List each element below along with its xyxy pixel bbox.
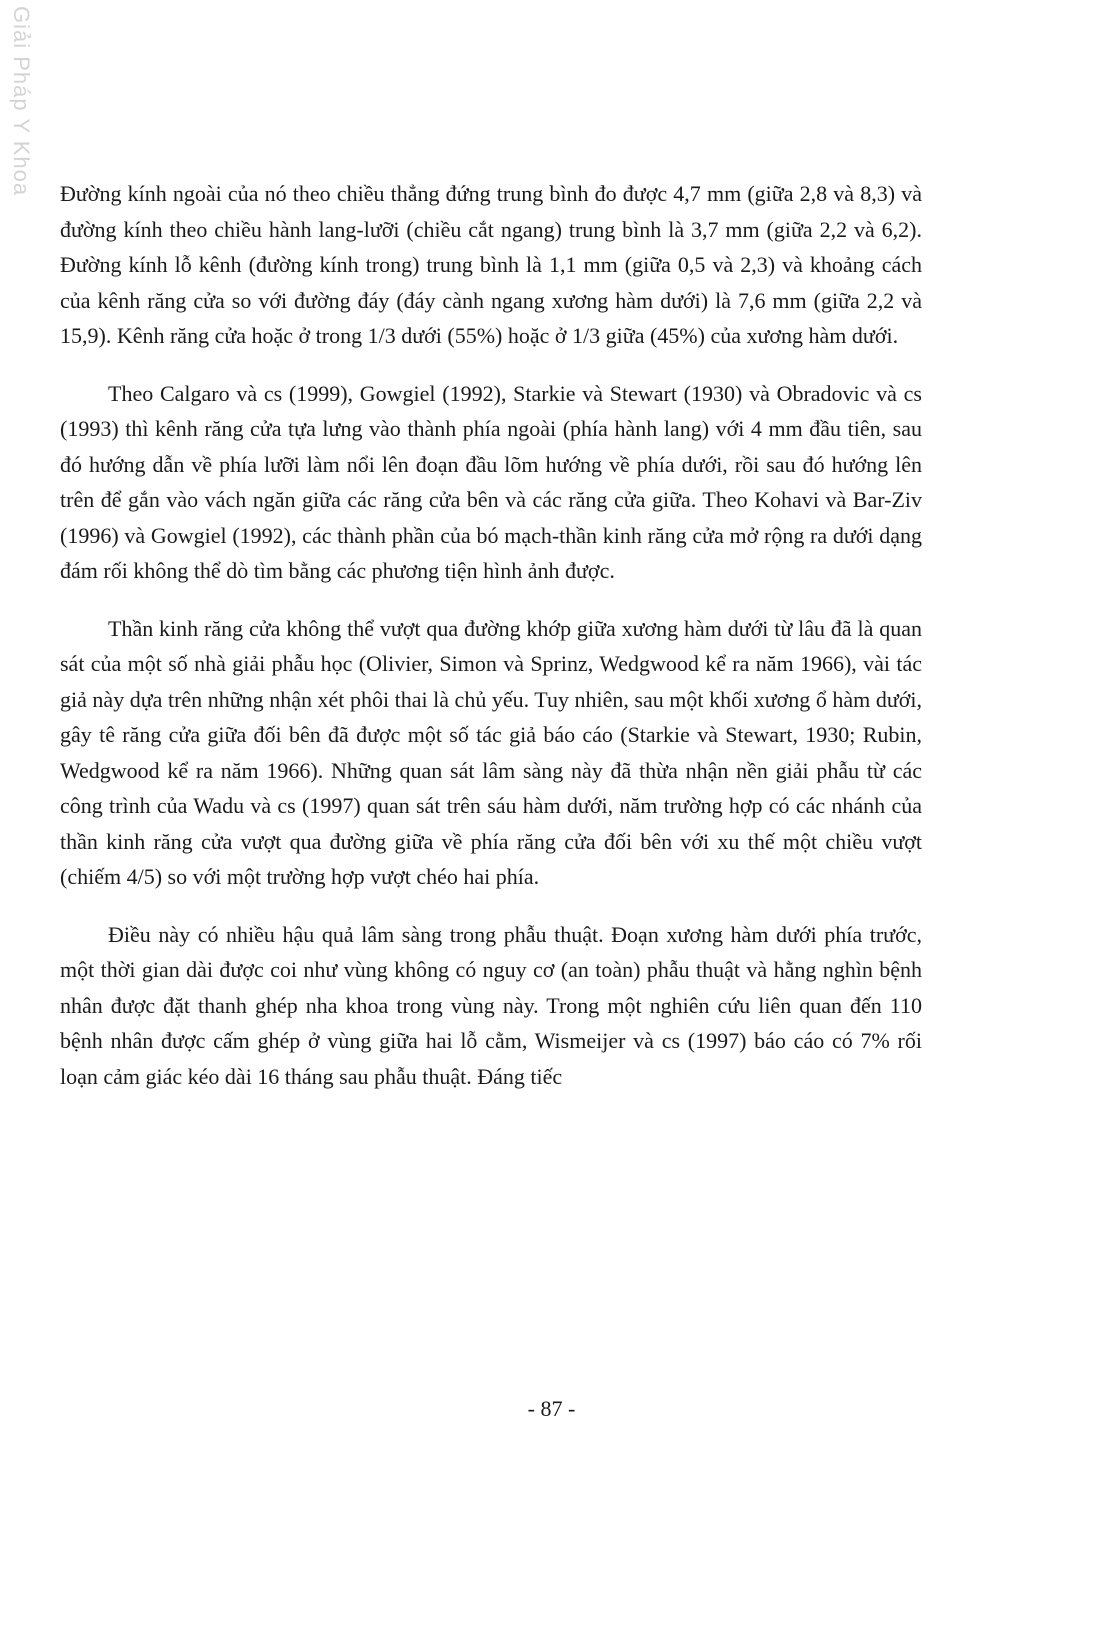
paragraph-3: Thần kinh răng cửa không thể vượt qua đường khớp giữa xương hàm dưới từ lâu đã là quan sát của một số nhà giải phẫu học (Olivier, Simon và Sprinz, Wedgwood kể ra năm 1966), vài tác giả này dựa trên những nhận xét phôi thai là chủ yếu. Tuy nhiên, sau một khối xương ổ hàm dưới, gây tê răng cửa giữa đối bên đã được một số tác giả báo cáo (Starkie và Stewart, 1930; Rubin, Wedgwood kể ra năm 1966). Những quan sát lâm sàng này đã thừa nhận nền giải phẫu từ các công trình của Wadu và cs (1997) quan sát trên sáu hàm dưới, năm trường hợp có các nhánh của thần kinh răng cửa vượt qua đường giữa về phía răng cửa đối bên với xu thế một chiều vượt (chiếm 4/5) so với một trường hợp vượt chéo hai phía. xyxy=(60,615,922,889)
paragraph-4: Điều này có nhiều hậu quả lâm sàng trong phẫu thuật. Đoạn xương hàm dưới phía trước, một thời gian dài được coi như vùng không có nguy cơ (an toàn) phẫu thuật và hằng nghìn bệnh nhân được đặt thanh ghép nha khoa trong vùng này. Trong một nghiên cứu liên quan đến 110 bệnh nhân được cấm ghép ở vùng giữa hai lỗ cằm, Wismeijer và cs (1997) báo cáo có 7% rối loạn cảm giác kéo dài 16 tháng sau phẫu thuật. Đáng tiếc xyxy=(60,921,922,1089)
paragraph-1: Đường kính ngoài của nó theo chiều thẳng đứng trung bình đo được 4,7 mm (giữa 2,8 và 8,3) và đường kính theo chiều hành lang-lưỡi (chiều cắt ngang) trung bình là 3,7 mm (giữa 2,2 và 6,2). Đường kính lỗ kênh (đường kính trong) trung bình là 1,1 mm (giữa 0,5 và 2,3) và khoảng cách của kênh răng cửa so với đường đáy (đáy cành ngang xương hàm dưới) là 7,6 mm (giữa 2,2 và 15,9). Kênh răng cửa hoặc ở trong 1/3 dưới (55%) hoặc ở 1/3 giữa (45%) của xương hàm dưới. xyxy=(60,181,922,348)
page-number: - 87 - xyxy=(527,1396,576,1421)
watermark-text: Giải Pháp Y Khoa xyxy=(9,6,34,197)
watermark xyxy=(0,0,44,220)
page-body xyxy=(60,176,922,1116)
paragraph-2: Theo Calgaro và cs (1999), Gowgiel (1992), Starkie và Stewart (1930) và Obradovic và cs (1993) thì kênh răng cửa tựa lưng vào thành phía ngoài (phía hành lang) với 4 mm đầu tiên, sau đó hướng dẫn về phía lưỡi làm nổi lên đoạn đầu lõm hướng về phía dưới, rồi sau đó hướng lên trên để gắn vào vách ngăn giữa các răng cửa bên và các răng cửa giữa. Theo Kohavi và Bar-Ziv (1996) và Gowgiel (1992), các thành phần của bó mạch-thần kinh răng cửa mở rộng ra dưới dạng đám rối không thể dò tìm bằng các phương tiện hình ảnh được. xyxy=(60,380,922,583)
